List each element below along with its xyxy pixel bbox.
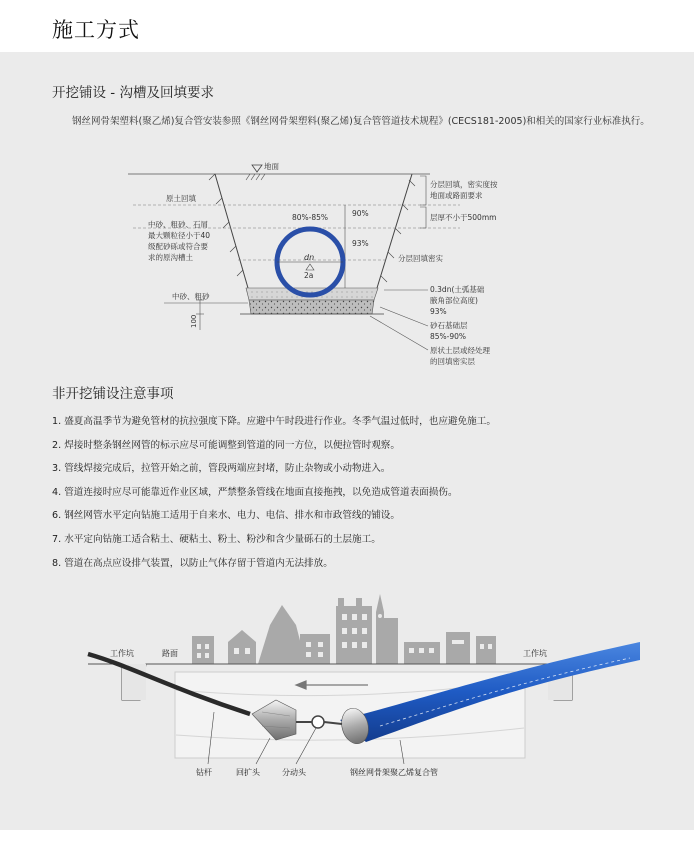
angle-marker-icon bbox=[306, 264, 314, 270]
swivel-label: 分动头 bbox=[282, 768, 306, 777]
left-fill-line-3: 级配砂砾或符合要 bbox=[148, 242, 208, 251]
pct-right-mid: 93% bbox=[352, 239, 369, 248]
list-item: 8. 管道在高点应设排气装置，以防止气体存留于管道内无法排放。 bbox=[52, 557, 333, 569]
bed-height-label: 100 bbox=[190, 314, 198, 328]
left-fill-line-2: 最大颗粒径小于40 bbox=[148, 231, 211, 240]
trenchless-section-title: 非开挖铺设注意事项 bbox=[52, 386, 174, 402]
right-brackets bbox=[370, 176, 428, 350]
page-title: 施工方式 bbox=[52, 18, 140, 42]
left-fill-line-4: 求的原沟槽土 bbox=[148, 253, 193, 262]
gravel-line-2: 85%-90% bbox=[430, 332, 467, 341]
excavation-section-title: 开挖铺设 - 沟槽及回填要求 bbox=[52, 85, 214, 101]
base-line-1: 0.3dn(土弧基础 bbox=[430, 285, 485, 294]
pipe-dn-label: dn bbox=[304, 253, 315, 262]
layer-thickness-label: 层厚不小于500mm bbox=[430, 213, 497, 222]
list-item: 3. 管线焊接完成后，拉管开始之前，管段两端应封堵，防止杂物或小动物进入。 bbox=[52, 463, 391, 475]
pit-right-label: 工作坑 bbox=[523, 649, 547, 658]
base-line-3: 93% bbox=[430, 307, 447, 316]
pipe-label: 钢丝网骨架聚乙烯复合管 bbox=[350, 768, 438, 777]
list-item: 7. 水平定向钻施工适合粘土、硬粘土、粉土、粉沙和含少量砾石的土层施工。 bbox=[52, 533, 381, 545]
list-item: 2. 焊接时整条钢丝网管的标示应尽可能调整到管道的同一方位，以便拉管时观察。 bbox=[52, 439, 400, 451]
gravel-base bbox=[249, 300, 374, 314]
trench-diagram bbox=[0, 155, 694, 375]
trenchless-notes bbox=[52, 414, 496, 579]
right-top-line-1: 分层回填，密实度按 bbox=[430, 180, 498, 189]
native-line-1: 原状土层或经处理 bbox=[430, 346, 490, 355]
road-label: 路面 bbox=[162, 649, 178, 658]
pit-left-label: 工作坑 bbox=[110, 649, 134, 658]
left-fill-line-1: 中砂、粗砂、石屑 bbox=[148, 220, 208, 229]
layer-compact-label: 分层回填密实 bbox=[398, 254, 443, 263]
bedding-left-label: 中砂、粗砂 bbox=[172, 292, 210, 301]
pct-right-top: 90% bbox=[352, 209, 369, 218]
drill-rod-label: 钻杆 bbox=[196, 768, 212, 777]
base-line-2: 腋角部位高度) bbox=[430, 296, 478, 305]
list-item: 4. 管道连接时应尽可能靠近作业区域，严禁整条管线在地面直接拖拽，以免造成管道表面损伤。 bbox=[52, 486, 458, 498]
right-top-line-2: 地面或路面要求 bbox=[430, 191, 483, 200]
pct-left: 80%-85% bbox=[292, 213, 329, 222]
swivel-joint bbox=[312, 716, 324, 728]
list-item: 1. 盛夏高温季节为避免管材的抗拉强度下降。应避中午时段进行作业。冬季气温过低时，也应避免施工。 bbox=[52, 416, 496, 427]
list-item: 6. 钢丝网管水平定向钻施工适用于自来水、电力、电信、排水和市政管线的铺设。 bbox=[52, 510, 400, 522]
ground-label: 地面 bbox=[264, 162, 279, 171]
ground-marker-icon bbox=[246, 165, 265, 180]
native-line-2: 的回填密实层 bbox=[430, 357, 475, 366]
reamer-label: 回扩头 bbox=[236, 768, 260, 777]
excavation-intro: 钢丝网骨架塑料(聚乙烯)复合管安装参照《钢丝网骨架塑料(聚乙烯)复合管管道技术规程》(CECS181-2005)和相关的国家行业标准执行。 bbox=[72, 116, 650, 127]
drilling-diagram bbox=[0, 585, 694, 790]
backfill-top-label: 原土回填 bbox=[166, 194, 196, 203]
gravel-line-1: 砂石基础层 bbox=[430, 321, 468, 330]
header bbox=[0, 0, 694, 52]
pipe-2a-label: 2a bbox=[304, 271, 314, 280]
